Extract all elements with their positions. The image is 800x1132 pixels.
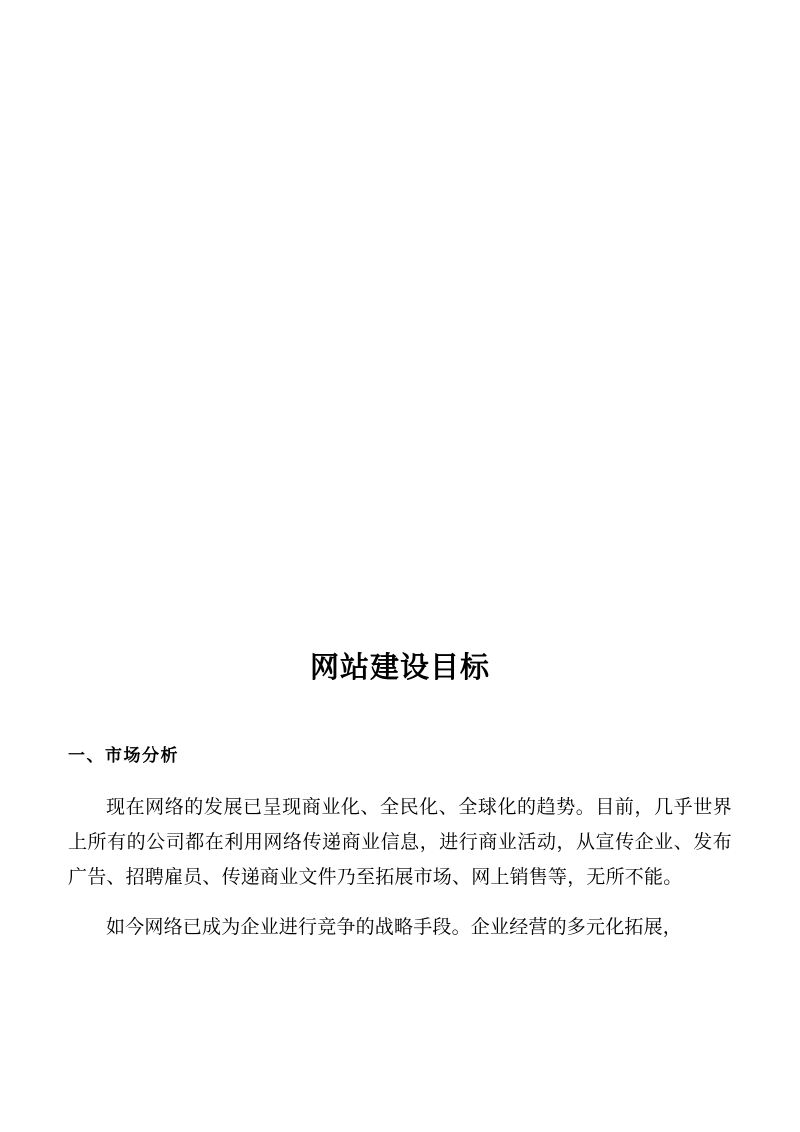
document-content (68, 0, 732, 959)
paragraph: 现在网络的发展已呈现商业化、全民化、全球化的趋势。目前，几乎世界上所有的公司都在利用网络传递商业信息，进行商业活动，从宣传企业、发布广告、招聘雇员、传递商业文件乃至拓展市场、网上销售等，无所不能。 (68, 797, 732, 889)
section-heading-market-analysis: 一、市场分析 (68, 745, 179, 765)
top-margin-spacer (68, 0, 732, 648)
page-title: 网站建设目标 (309, 652, 490, 684)
paragraph: 如今网络已成为企业进行竞争的战略手段。企业经营的多元化拓展， (106, 916, 683, 938)
